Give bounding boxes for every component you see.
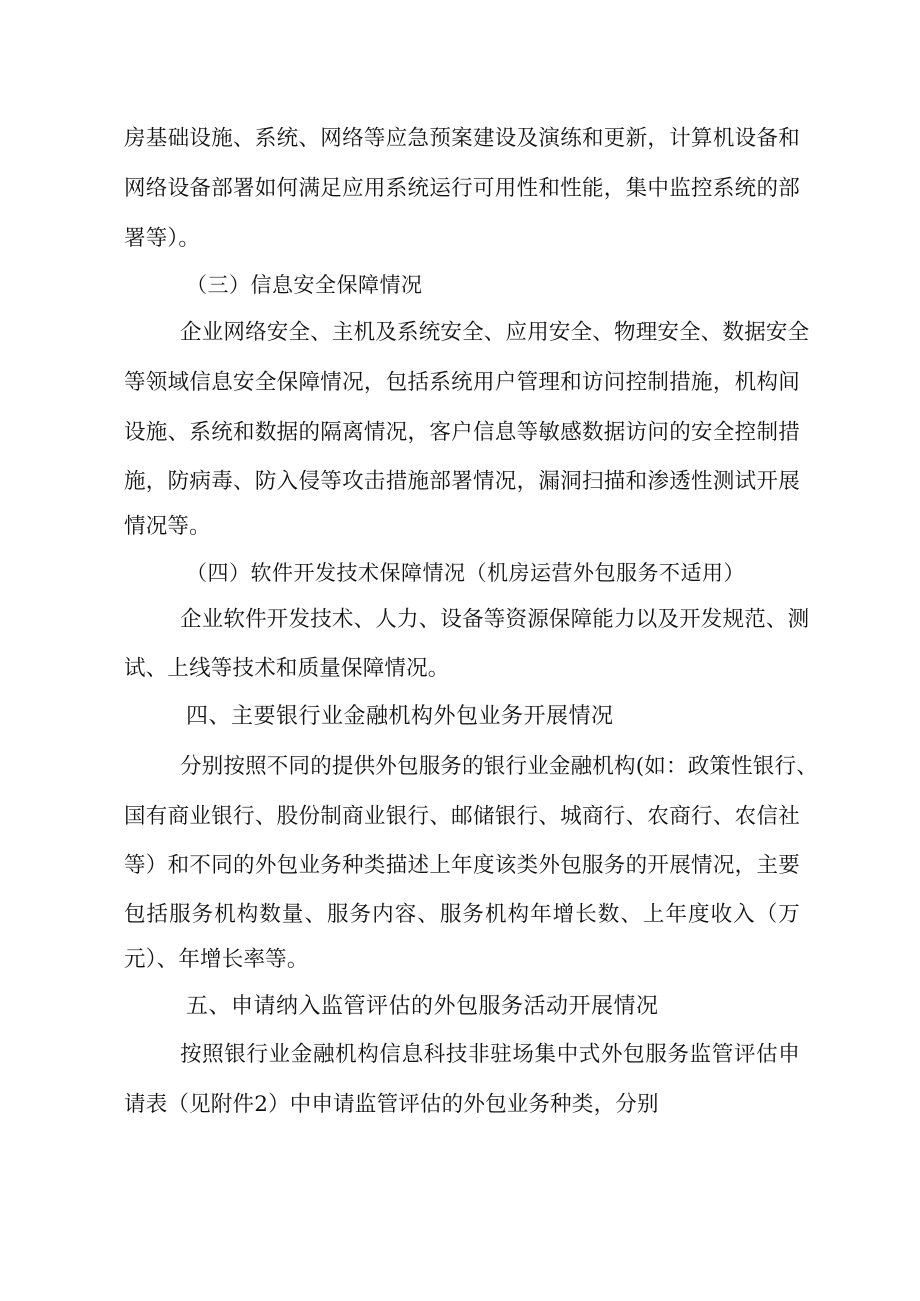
paragraph-line: 房基础设施、系统、网络等应急预案建设及演练和更新，计算机设备和 [124, 126, 800, 151]
paragraph-line: 元）、年增长率等。 [124, 947, 309, 972]
paragraph-line: 国有商业银行、股份制商业银行、邮储银行、城商行、农商行、农信社 [124, 804, 800, 829]
paragraph-line: 企业网络安全、主机及系统安全、应用安全、物理安全、数据安全 [180, 320, 810, 345]
paragraph-line: 企业软件开发技术、人力、设备等资源保障能力以及开发规范、测 [180, 607, 810, 632]
section-heading-4: 四、主要银行业金融机构外包业务开展情况 [186, 704, 614, 729]
subheading-3: （三）信息安全保障情况 [186, 273, 423, 297]
section-heading-5: 五、申请纳入监管评估的外包服务活动开展情况 [186, 994, 659, 1019]
subheading-4: （四）软件开发技术保障情况（机房运营外包服务不适用） [186, 561, 745, 585]
paragraph-line: 设施、系统和数据的隔离情况，客户信息等敏感数据访问的安全控制措 [124, 420, 800, 445]
paragraph-line: 试、上线等技术和质量保障情况。 [124, 656, 450, 681]
paragraph-line: 等领域信息安全保障情况，包括系统用户管理和访问控制措施，机构间 [124, 370, 800, 395]
paragraph-line: 施，防病毒、防入侵等攻击措施部署情况，漏洞扫描和渗透性测试开展 [124, 469, 800, 494]
paragraph-line: 按照银行业金融机构信息科技非驻场集中式外包服务监管评估申 [180, 1042, 800, 1067]
paragraph-line: 网络设备部署如何满足应用系统运行可用性和性能，集中监控系统的部 [124, 176, 800, 201]
paragraph-line: 分别按照不同的提供外包服务的银行业金融机构(如：政策性银行、 [180, 754, 818, 779]
paragraph-line: 情况等。 [124, 514, 211, 539]
paragraph-line: 包括服务机构数量、服务内容、服务机构年增长数、上年度收入（万 [124, 902, 800, 927]
paragraph-line: 请表（见附件2）中申请监管评估的外包业务种类，分别 [124, 1092, 659, 1117]
paragraph-line: 署等）。 [124, 226, 201, 251]
paragraph-line: 等）和不同的外包业务种类描述上年度该类外包服务的开展情况，主要 [124, 853, 800, 878]
